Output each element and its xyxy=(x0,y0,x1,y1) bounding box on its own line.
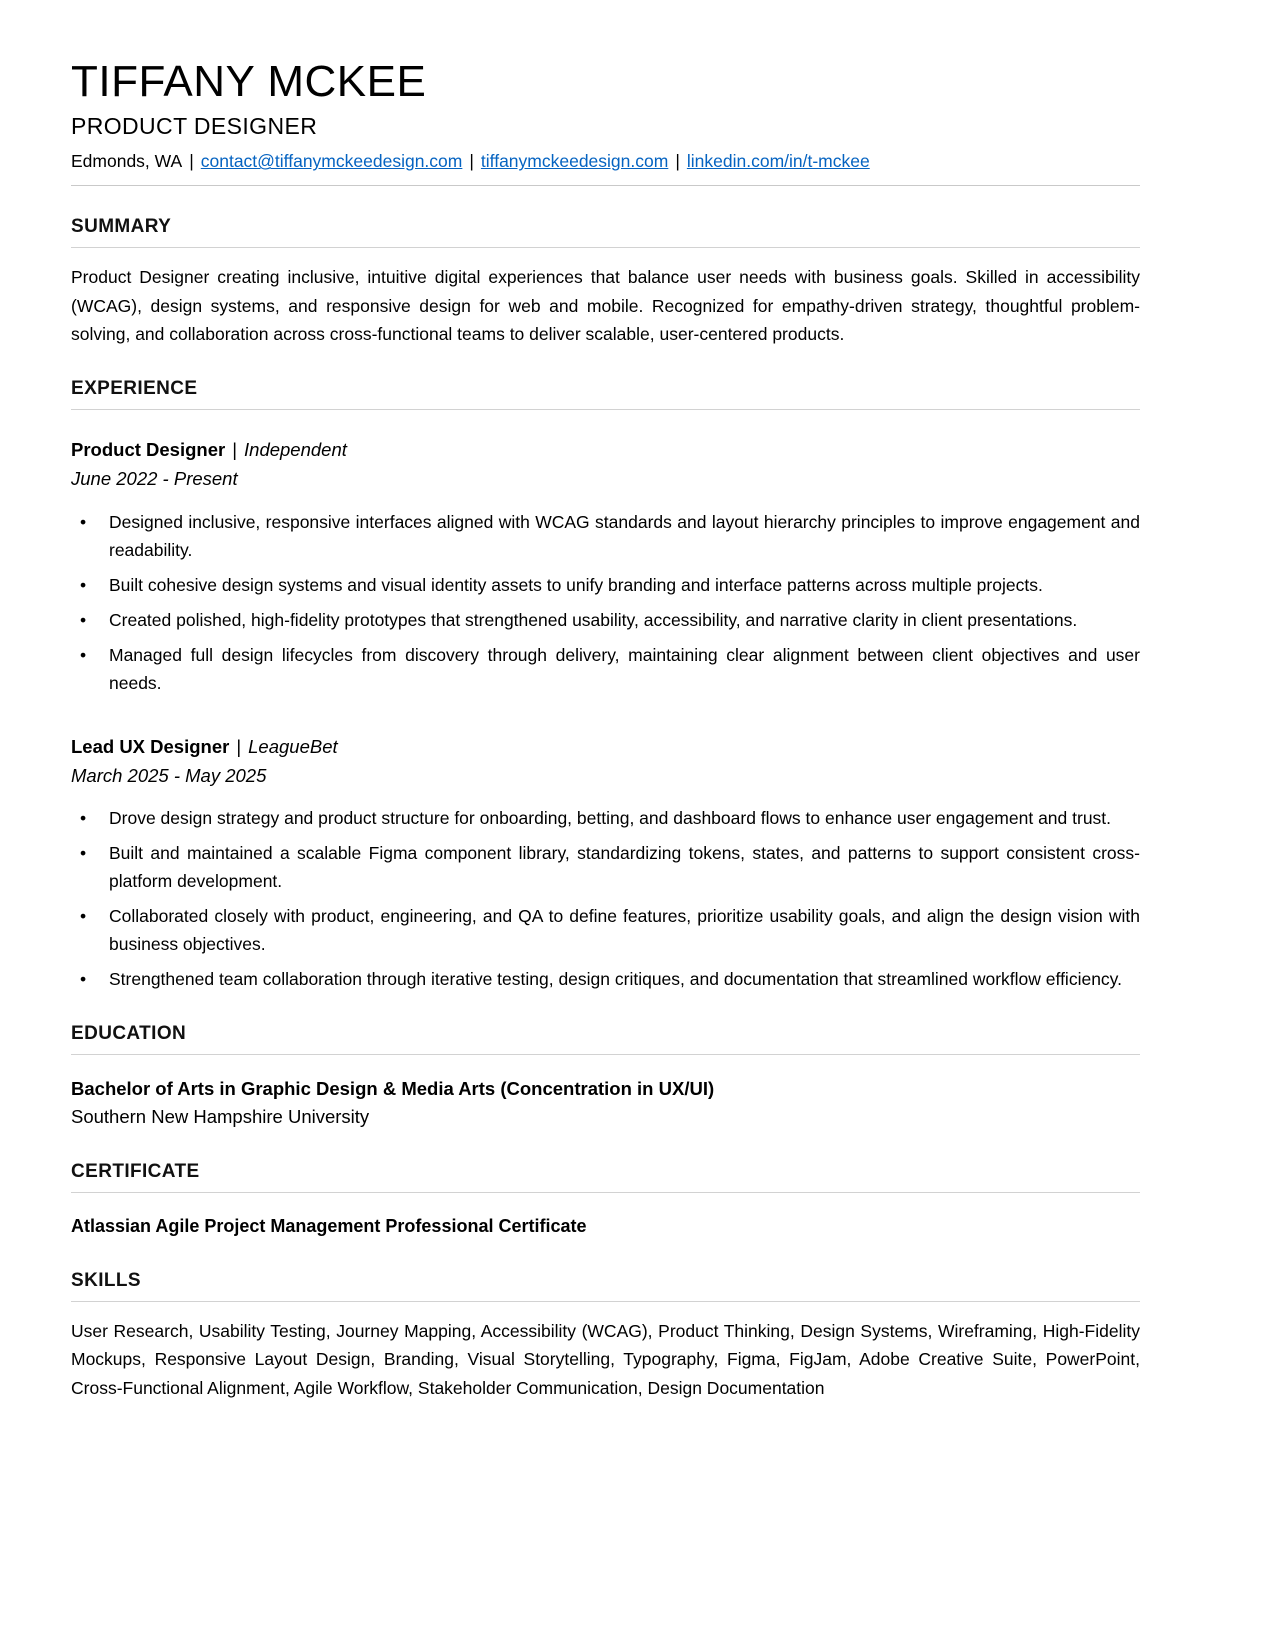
job-bullet: • Strengthened team collaboration through iterative testing, design critiques, and documentation that streamlined workflow efficiency. xyxy=(71,965,1140,993)
job-company: LeagueBet xyxy=(248,735,338,757)
job-separator: | xyxy=(236,735,242,757)
education-heading: EDUCATION xyxy=(71,1023,1140,1055)
job-title: Lead UX Designer xyxy=(71,735,230,757)
job-bullet: • Managed full design lifecycles from discovery through delivery, maintaining clear alignment between client objectives and user needs. xyxy=(71,641,1140,697)
job-bullet: • Designed inclusive, responsive interfaces aligned with WCAG standards and layout hierarchy principles to improve engagement and readability. xyxy=(71,508,1140,564)
job-title: Product Designer xyxy=(71,439,226,461)
section-skills xyxy=(71,1270,1140,1402)
job-bullet: • Built cohesive design systems and visual identity assets to unify branding and interface patterns across multiple projects. xyxy=(71,571,1140,599)
skills-heading: SKILLS xyxy=(71,1270,1140,1302)
section-experience xyxy=(71,378,1140,993)
section-certificate xyxy=(71,1161,1140,1240)
job-title-line xyxy=(71,436,1140,464)
email-link[interactable]: contact@tiffanymckeedesign.com xyxy=(200,151,463,172)
certificate-heading: CERTIFICATE xyxy=(71,1161,1140,1193)
summary-text: Product Designer creating inclusive, intuitive digital experiences that balance user needs with business goals. Skilled in accessibility (WCAG), design systems, and responsive design for web and mobile. Recognized for empathy-driven strategy, thoughtful problem-solving, and collaboration across cross-functional teams to deliver scalable, user-centered products. xyxy=(71,267,1140,345)
contact-separator: | xyxy=(469,151,474,172)
job-bullet: • Collaborated closely with product, engineering, and QA to define features, prioritize usability goals, and align the design vision with business objectives. xyxy=(71,902,1140,958)
education-degree: Bachelor of Arts in Graphic Design & Media Arts (Concentration in UX/UI) xyxy=(71,1078,715,1100)
section-summary xyxy=(71,216,1140,348)
job-entry xyxy=(71,436,1140,697)
job-bullet: • Drove design strategy and product structure for onboarding, betting, and dashboard flows to enhance user engagement and trust. xyxy=(71,804,1140,832)
website-link[interactable]: tiffanymckeedesign.com xyxy=(480,151,669,172)
summary-heading: SUMMARY xyxy=(71,216,1140,248)
job-entry xyxy=(71,733,1140,994)
job-dates: June 2022 - Present xyxy=(71,468,238,490)
contact-separator: | xyxy=(189,151,194,172)
education-school: Southern New Hampshire University xyxy=(71,1106,370,1128)
job-bullet: • Built and maintained a scalable Figma component library, standardizing tokens, states, and patterns to support consistent cross-platform development. xyxy=(71,839,1140,895)
location: Edmonds, WA xyxy=(71,151,183,172)
contact-line xyxy=(71,151,1140,186)
candidate-name: TIFFANY MCKEE xyxy=(71,57,427,106)
job-bullet: • Created polished, high-fidelity prototypes that strengthened usability, accessibility, and narrative clarity in client presentations. xyxy=(71,606,1140,634)
job-bullets xyxy=(71,508,1140,697)
experience-heading: EXPERIENCE xyxy=(71,378,1140,410)
contact-separator: | xyxy=(675,151,680,172)
job-separator: | xyxy=(232,439,238,461)
job-title-line xyxy=(71,733,1140,761)
section-education xyxy=(71,1023,1140,1131)
job-dates: March 2025 - May 2025 xyxy=(71,764,267,786)
certificate-name: Atlassian Agile Project Management Professional Certificate xyxy=(71,1215,587,1236)
job-company: Independent xyxy=(244,439,347,461)
resume-header xyxy=(71,58,1140,186)
skills-text: User Research, Usability Testing, Journey Mapping, Accessibility (WCAG), Product Thinking, Design Systems, Wireframing, High-Fidelity Mockups, Responsive Layout Design, Branding, Visual Storytelling, Typography, Figma, FigJam, Adobe Creative Suite, PowerPoint, Cross-Functional Alignment, Agile Workflow, Stakeholder Communication, Design Documentation xyxy=(71,1320,1140,1398)
linkedin-link[interactable]: linkedin.com/in/t-mckee xyxy=(686,151,870,172)
candidate-title: PRODUCT DESIGNER xyxy=(71,113,318,140)
job-bullets xyxy=(71,804,1140,993)
